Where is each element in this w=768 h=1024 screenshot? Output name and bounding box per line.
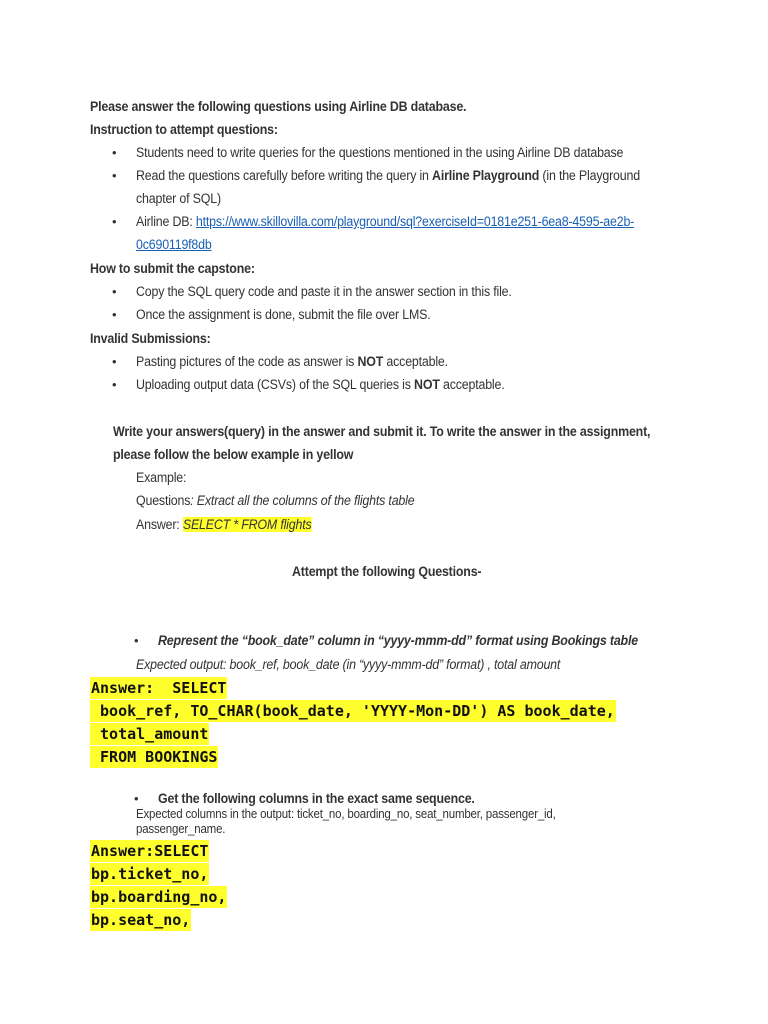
instruction-item-2 [136, 167, 640, 185]
invalid-item-1 [136, 353, 448, 371]
question-1-expected: Expected output: book_ref, book_date (in “yyyy-mmm-dd” format) , total amount [136, 657, 561, 672]
bullet-icon: • [112, 214, 117, 229]
intro-text: Please answer the following questions using Airline DB database. [90, 99, 467, 114]
bullet-icon: • [112, 284, 117, 299]
answer-2-line-2: bp.ticket_no, [91, 865, 209, 883]
instruction-item-3 [136, 213, 634, 231]
example-label: Example: [136, 470, 187, 485]
bullet-icon: • [112, 354, 117, 369]
not-emphasis: NOT [414, 377, 440, 392]
question-2: Get the following columns in the exact same sequence. [158, 791, 475, 806]
example-question-text: : Extract all the columns of the flights table [190, 493, 415, 508]
question-2-expected-continued: passenger_name. [136, 822, 226, 836]
answer-2-line-3: bp.boarding_no, [91, 888, 227, 906]
submit-item-2: Once the assignment is done, submit the file over LMS. [136, 307, 431, 322]
instruction-item-2-text: Read the questions carefully before writing the query in [136, 168, 433, 183]
bullet-icon: • [112, 145, 117, 160]
question-1: Represent the “book_date” column in “yyyy-mmm-dd” format using Bookings table [158, 633, 638, 648]
bullet-icon: • [134, 791, 139, 806]
invalid-item-1-suffix: acceptable. [383, 354, 448, 369]
write-answers-text-continued: please follow the below example in yellow [113, 447, 354, 462]
airline-db-link[interactable]: https://www.skillovilla.com/playground/sql?exerciseId=0181e251-6ea8-4595-ae2b- [195, 214, 635, 229]
invalid-item-2-suffix: acceptable. [439, 377, 505, 392]
answer-1-line-2: book_ref, TO_CHAR(book_date, 'YYYY-Mon-DD') AS book_date, [91, 702, 615, 720]
not-emphasis: NOT [357, 354, 384, 369]
bullet-icon: • [112, 377, 117, 392]
answer-1-line-4: FROM BOOKINGS [91, 748, 218, 766]
bullet-icon: • [112, 168, 117, 183]
answer-1-line-1: Answer: SELECT [91, 679, 227, 697]
answer-2-line-1: Answer:SELECT [91, 842, 209, 860]
example-question-label: Questions [136, 493, 191, 508]
bullet-icon: • [134, 633, 139, 648]
example-answer-query: SELECT * FROM flights [182, 517, 312, 532]
instruction-item-2-continued: chapter of SQL) [136, 191, 221, 206]
bullet-icon: • [112, 307, 117, 322]
airline-db-label: Airline DB: [136, 214, 196, 229]
instruction-item-1: Students need to write queries for the questions mentioned in the using Airline DB database [136, 145, 624, 160]
submit-item-1: Copy the SQL query code and paste it in the answer section in this file. [136, 284, 512, 299]
write-answers-text: Write your answers(query) in the answer and submit it. To write the answer in the assignment, [113, 424, 651, 439]
invalid-item-2 [136, 376, 505, 394]
attempt-heading: Attempt the following Questions- [292, 564, 482, 579]
invalid-heading: Invalid Submissions: [90, 331, 211, 346]
airline-playground-text: Airline Playground [432, 168, 540, 183]
question-2-expected: Expected columns in the output: ticket_no, boarding_no, seat_number, passenger_id, [136, 807, 556, 821]
example-question [136, 492, 414, 510]
example-answer [136, 516, 312, 534]
answer-2-line-4: bp.seat_no, [91, 911, 191, 929]
invalid-item-2-text: Uploading output data (CSVs) of the SQL queries is [136, 377, 415, 392]
answer-1-line-3: total_amount [91, 725, 209, 743]
airline-db-link-continued[interactable]: 0c690119f8db [136, 237, 212, 252]
instruction-heading: Instruction to attempt questions: [90, 122, 278, 137]
invalid-item-1-text: Pasting pictures of the code as answer is [136, 354, 358, 369]
submit-heading: How to submit the capstone: [90, 261, 255, 276]
instruction-item-2-suffix: (in the Playground [539, 168, 640, 183]
example-answer-label: Answer: [136, 517, 183, 532]
